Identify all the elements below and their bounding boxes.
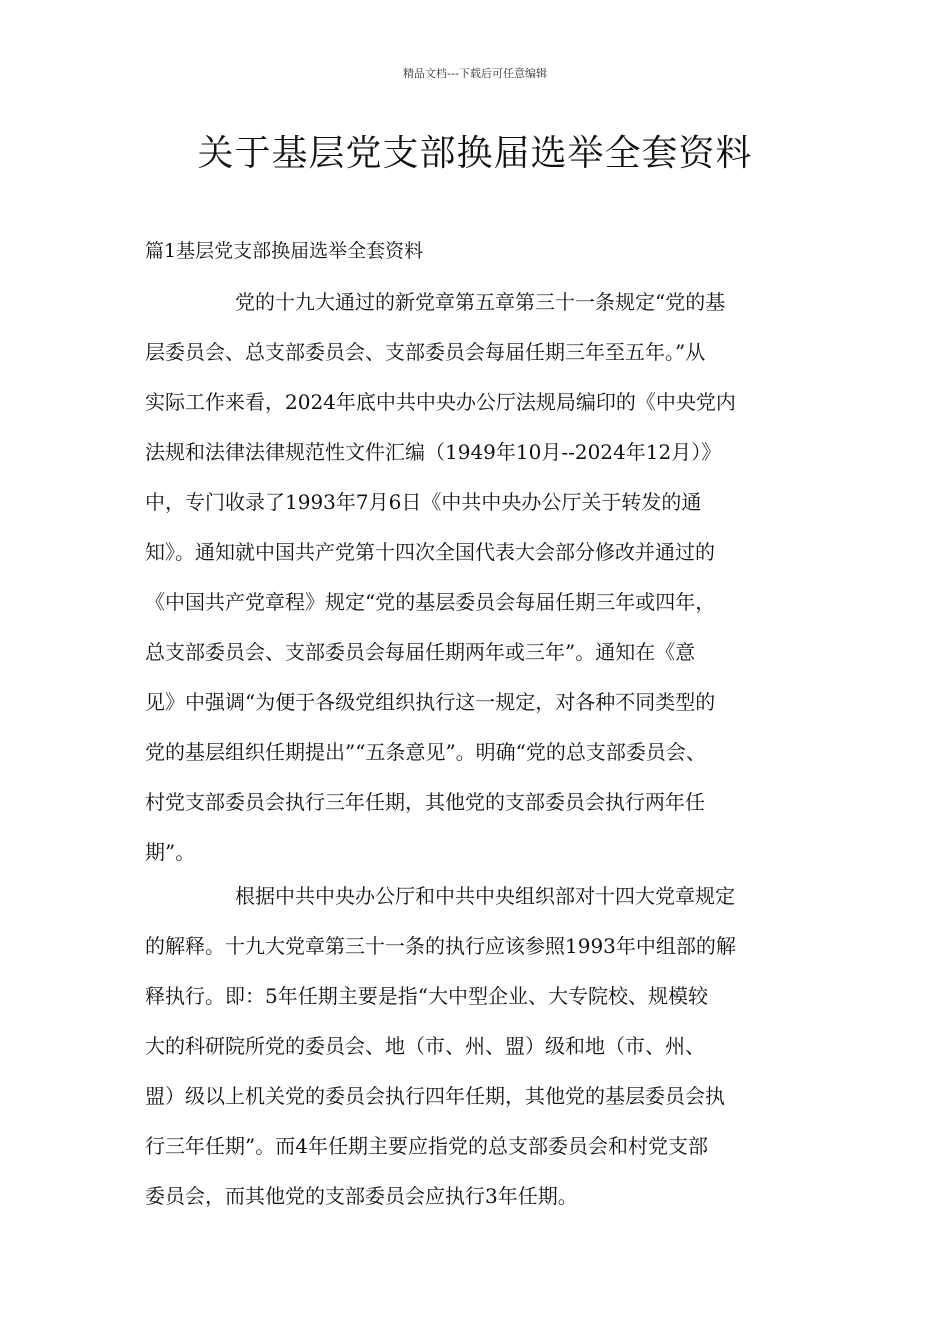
paragraph-line: 期”。 [145,840,196,864]
paragraph-line: 见》中强调“为便于各级党组织执行这一规定，对各种不同类型的 [145,690,716,714]
paragraph-line: 实际工作来看，2024年底中共中央办公厅法规局编印的《中央党内 [145,390,736,414]
paragraph-line: 行三年任期”。而4年任期主要应指党的总支部委员会和村党支部 [145,1134,708,1158]
paragraph-line: 总支部委员会、支部委员会每届任期两年或三年”。通知在《意 [145,640,696,664]
paragraph-line: 盟）级以上机关党的委员会执行四年任期，其他党的基层委员会执 [145,1084,725,1108]
paragraph-line: 层委员会、总支部委员会、支部委员会每届任期三年至五年。”从 [145,340,706,364]
paragraph-line: 释执行。即：5年任期主要是指“大中型企业、大专院校、规模较 [145,984,708,1008]
paragraph-line: 的解释。十九大党章第三十一条的执行应该参照1993年中组部的解 [145,934,736,958]
paragraph-line: 党的基层组织任期提出”“五条意见”。明确“党的总支部委员会、 [145,740,706,764]
paragraph-line: 《中国共产党章程》规定“党的基层委员会每届任期三年或四年， [145,590,716,614]
paragraph-line: 村党支部委员会执行三年任期，其他党的支部委员会执行两年任 [145,790,705,814]
paragraph-1 [145,277,950,877]
paragraph-line: 根据中共中央办公厅和中共中央组织部对十四大党章规定 [235,884,735,908]
document-title: 关于基层党支部换届选举全套资料 [197,133,753,174]
paragraph-line: 中，专门收录了1993年7月6日《中共中央办公厅关于转发的通 [145,490,702,514]
paragraph-line: 大的科研院所党的委员会、地（市、州、盟）级和地（市、州、 [145,1034,705,1058]
paragraph-line: 委员会，而其他党的支部委员会应执行3年任期。 [145,1184,578,1208]
paragraph-2 [145,871,950,1221]
header-note: 精品文档---下载后可任意编辑 [403,67,547,80]
paragraph-line: 法规和法律法律规范性文件汇编（1949年10月--2024年12月）》 [145,440,722,464]
paragraph-line: 党的十九大通过的新党章第五章第三十一条规定“党的基 [235,290,726,314]
paragraph-line: 知》。通知就中国共产党第十四次全国代表大会部分修改并通过的 [145,540,715,564]
section-heading: 篇1基层党支部换届选举全套资料 [145,240,424,262]
